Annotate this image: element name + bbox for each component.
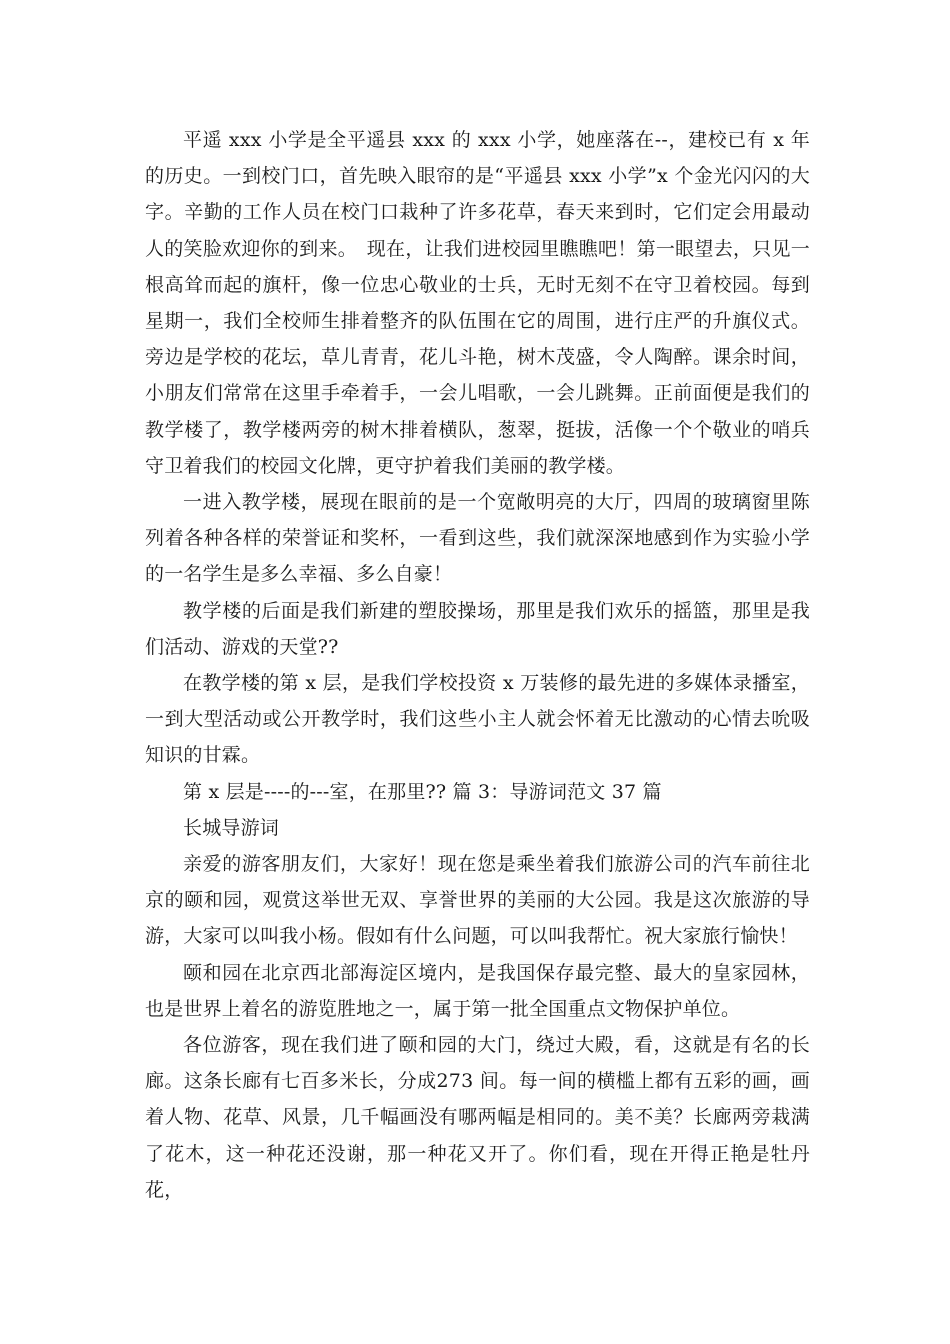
paragraph-school-intro: 平遥 xxx 小学是全平遥县 xxx 的 xxx 小学，她座落在--，建校已有 x 年的历史。一到校门口，首先映入眼帘的是“平遥县 xxx 小学”x 个金光闪闪的大字。辛勤的工作人员在校门口栽种了许多花草，春天来到时，它们定会用最动人的笑脸欢迎你的到来。 现在，让我们进校园里瞧瞧吧！第一眼望去，只见一根高耸而起的旗杆，像一位忠心敬业的士兵，无时无刻不在守卫着校园。每到星期一，我们全校师生排着整齐的队伍围在它的周围，进行庄严的升旗仪式。旁边是学校的花坛，草儿青青，花儿斗艳，树木茂盛，令人陶醉。课余时间，小朋友们常常在这里手牵着手，一会儿唱歌，一会儿跳舞。正前面便是我们的教学楼了，教学楼两旁的树木排着横队，葱翠，挺拔，活像一个个敬业的哨兵守卫着我们的校园文化牌，更守护着我们美丽的教学楼。: [145, 129, 810, 477]
paragraph-section-heading: 第 x 层是----的---室，在那里?? 篇 3：导游词范文 37 篇: [183, 780, 662, 803]
paragraph-long-corridor: 各位游客，现在我们进了颐和园的大门，绕过大殿，看，这就是有名的长廊。这条长廊有七百多米长，分成273 间。每一间的横槛上都有五彩的画，画着人物、花草、风景，几千幅画没有哪两幅是相同的。美不美？长廊两旁栽满了花木，这一种花还没谢，那一种花又开了。你们看，现在开得正艳是牡丹花，: [145, 1034, 810, 1201]
paragraph-playground: 教学楼的后面是我们新建的塑胶操场，那里是我们欢乐的摇篮，那里是我们活动、游戏的天堂??: [145, 599, 810, 658]
paragraph-great-wall-title: 长城导游词: [183, 816, 280, 839]
document-page: [145, 122, 810, 1208]
paragraph-teaching-building-hall: 一进入教学楼，展现在眼前的是一个宽敞明亮的大厅，四周的玻璃窗里陈列着各种各样的荣誉证和奖杯，一看到这些，我们就深深地感到作为实验小学的一名学生是多么幸福、多么自豪！: [145, 491, 810, 586]
paragraph-guide-greeting: 亲爱的游客朋友们，大家好！现在您是乘坐着我们旅游公司的汽车前往北京的颐和园，观赏这举世无双、享誉世界的美丽的大公园。我是这次旅游的导游，大家可以叫我小杨。假如有什么问题，可以叫我帮忙。祝大家旅行愉快！: [145, 853, 810, 948]
paragraph-media-room: 在教学楼的第 x 层，是我们学校投资 x 万装修的最先进的多媒体录播室，一到大型活动或公开教学时，我们这些小主人就会怀着无比激动的心情去吮吸知识的甘霖。: [145, 672, 810, 767]
paragraph-summer-palace: 颐和园在北京西北部海淀区境内，是我国保存最完整、最大的皇家园林，也是世界上着名的游览胜地之一，属于第一批全国重点文物保护单位。: [145, 961, 810, 1020]
